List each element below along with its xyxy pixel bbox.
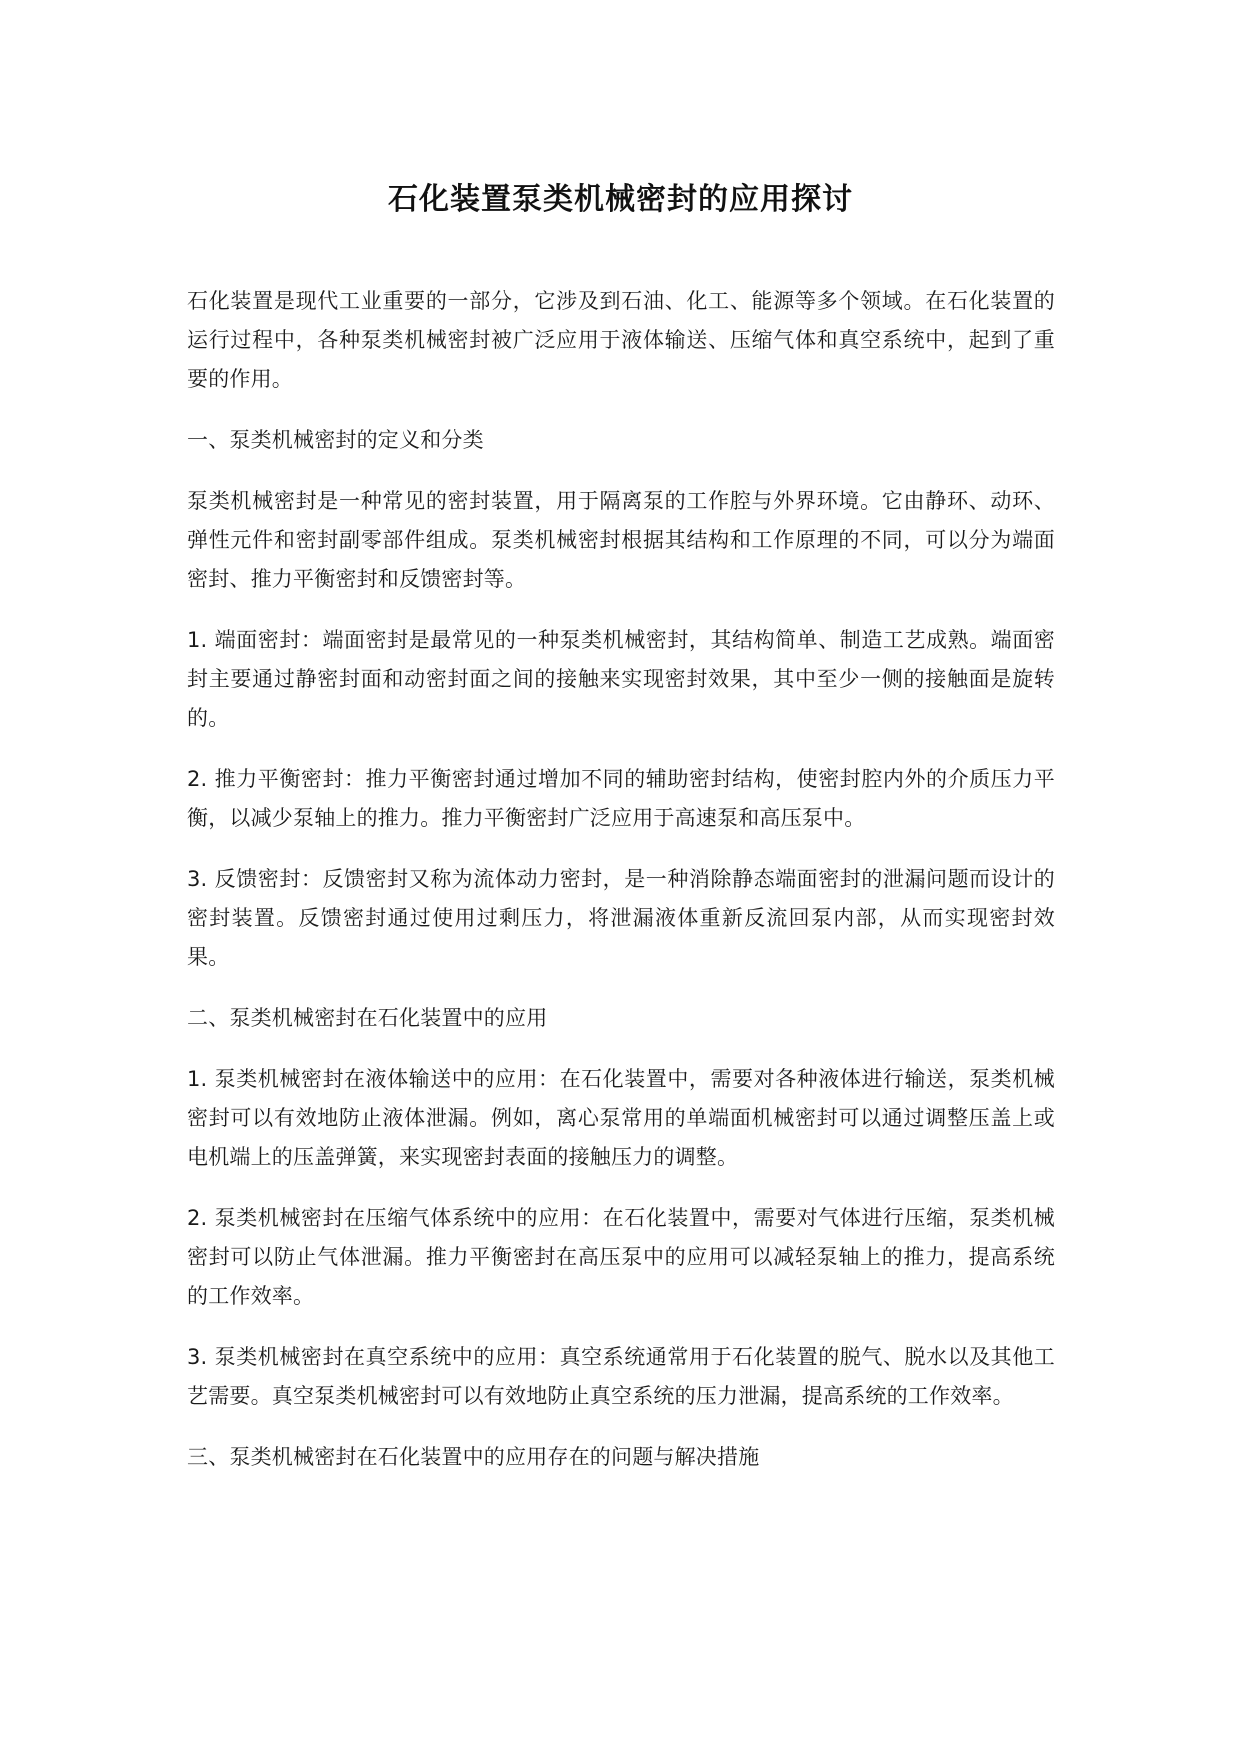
list-item-end-face-seal: 1. 端面密封：端面密封是最常见的一种泵类机械密封，其结构简单、制造工艺成熟。端面密封主要通过静密封面和动密封面之间的接触来实现密封效果，其中至少一侧的接触面是旋转的。 xyxy=(187,628,1055,730)
list-item-feedback-seal: 3. 反馈密封：反馈密封又称为流体动力密封，是一种消除静态端面密封的泄漏问题而设计的密封装置。反馈密封通过使用过剩压力，将泄漏液体重新反流回泵内部，从而实现密封效果。 xyxy=(187,867,1055,969)
list-item-liquid-transport: 1. 泵类机械密封在液体输送中的应用：在石化装置中，需要对各种液体进行输送，泵类机械密封可以有效地防止液体泄漏。例如，离心泵常用的单端面机械密封可以通过调整压盖上或电机端上的压盖弹簧，来实现密封表面的接触压力的调整。 xyxy=(187,1067,1055,1169)
section-heading-1: 一、泵类机械密封的定义和分类 xyxy=(187,428,484,452)
document-title: 石化装置泵类机械密封的应用探讨 xyxy=(388,182,853,217)
list-item-vacuum-system: 3. 泵类机械密封在真空系统中的应用：真空系统通常用于石化装置的脱气、脱水以及其他工艺需要。真空泵类机械密封可以有效地防止真空系统的压力泄漏，提高系统的工作效率。 xyxy=(187,1345,1055,1408)
document-body xyxy=(187,282,1055,1499)
list-item-balanced-seal: 2. 推力平衡密封：推力平衡密封通过增加不同的辅助密封结构，使密封腔内外的介质压力平衡，以减少泵轴上的推力。推力平衡密封广泛应用于高速泵和高压泵中。 xyxy=(187,767,1055,830)
intro-paragraph: 石化装置是现代工业重要的一部分，它涉及到石油、化工、能源等多个领域。在石化装置的运行过程中，各种泵类机械密封被广泛应用于液体输送、压缩气体和真空系统中，起到了重要的作用。 xyxy=(187,289,1055,391)
section-heading-3: 三、泵类机械密封在石化装置中的应用存在的问题与解决措施 xyxy=(187,1445,760,1469)
section-heading-2: 二、泵类机械密封在石化装置中的应用 xyxy=(187,1006,548,1030)
list-item-gas-compression: 2. 泵类机械密封在压缩气体系统中的应用：在石化装置中，需要对气体进行压缩，泵类机械密封可以防止气体泄漏。推力平衡密封在高压泵中的应用可以减轻泵轴上的推力，提高系统的工作效率。 xyxy=(187,1206,1055,1308)
definition-paragraph: 泵类机械密封是一种常见的密封装置，用于隔离泵的工作腔与外界环境。它由静环、动环、弹性元件和密封副零部件组成。泵类机械密封根据其结构和工作原理的不同，可以分为端面密封、推力平衡密封和反馈密封等。 xyxy=(187,489,1055,591)
